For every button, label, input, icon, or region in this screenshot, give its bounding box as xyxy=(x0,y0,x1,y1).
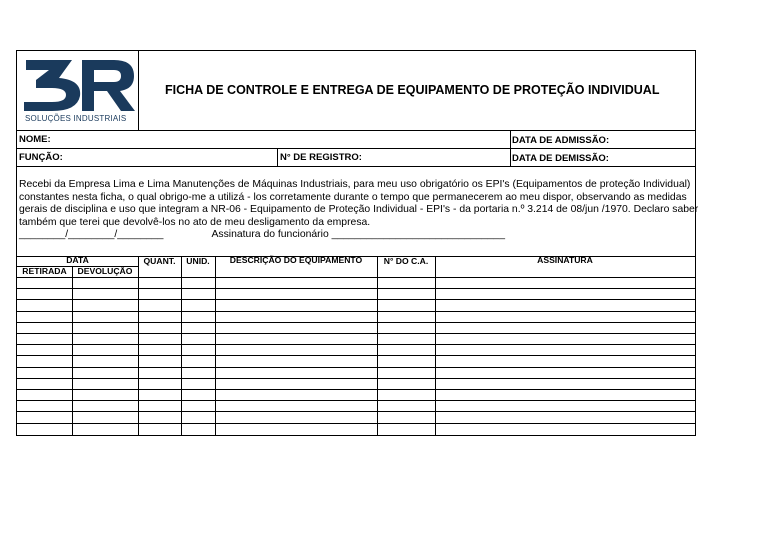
declaration-line: Recebi da Empresa Lima e Lima Manutenções de Máquinas Industriais, para meu uso obrigatório os EPI's (Equipamentos de proteção Individual) xyxy=(19,179,691,190)
logo-3r-mark xyxy=(22,58,136,112)
admission-date-label: DATA DE ADMISSÃO: xyxy=(512,135,610,146)
dismissal-date-label: DATA DE DEMISSÃO: xyxy=(512,153,609,164)
table-column-divider xyxy=(72,266,73,435)
table-row[interactable] xyxy=(17,299,695,300)
col-header-ca-number: N° DO C.A. xyxy=(383,256,429,266)
table-column-divider xyxy=(181,256,182,435)
table-row[interactable] xyxy=(17,400,695,401)
col-header-return: DEVOLUÇÃO xyxy=(77,266,133,276)
table-column-divider xyxy=(435,256,436,435)
company-logo xyxy=(22,58,136,128)
registration-number-label: N° DE REGISTRO: xyxy=(280,152,362,163)
date-blank-line: ________/________/________ xyxy=(19,229,164,241)
logo-tagline: SOLUÇÕES INDUSTRIAIS xyxy=(25,114,127,123)
table-row[interactable] xyxy=(17,333,695,334)
table-column-divider xyxy=(138,256,139,435)
signature-line-row xyxy=(19,229,698,242)
col-header-date: DATA xyxy=(66,255,89,265)
table-row[interactable] xyxy=(17,355,695,356)
declaration-line: gerais de disciplina e uso que integram a NR-06 - Equipamento de Proteção Individual - EPI's - da portaria n.º 3.214 de 08/jun /1970. Declaro saber xyxy=(19,204,699,216)
col-header-quantity: QUANT. xyxy=(143,256,176,266)
epi-control-form xyxy=(16,50,699,436)
table-row[interactable] xyxy=(17,277,695,278)
col-header-unit: UNID. xyxy=(186,256,210,266)
col-header-description: DESCRIÇÃO DO EQUIPAMENTO xyxy=(229,255,363,265)
table-row[interactable] xyxy=(17,411,695,412)
role-field-label: FUNÇÃO: xyxy=(19,152,63,163)
table-row[interactable] xyxy=(17,288,695,289)
table-row[interactable] xyxy=(17,378,695,379)
table-row[interactable] xyxy=(17,389,695,390)
col-header-signature: ASSINATURA xyxy=(537,255,593,265)
declaration-line: constantes nesta ficha, o qual obrigo-me a utilizá - los corretamente durante o tempo que permanecerem ao meu dispor, observando as medidas xyxy=(19,191,687,203)
table-row[interactable] xyxy=(17,367,695,368)
table-column-divider xyxy=(215,256,216,435)
declaration-line: também que terei que devolvê-los no ato de meu desligamento da empresa. xyxy=(19,216,371,228)
form-title: FICHA DE CONTROLE E ENTREGA DE EQUIPAMENTO DE PROTEÇÃO INDIVIDUAL xyxy=(165,83,660,97)
employee-signature-line: Assinatura do funcionário ______________________________ xyxy=(211,229,505,241)
table-row[interactable] xyxy=(17,311,695,312)
table-column-divider xyxy=(377,256,378,435)
table-row[interactable] xyxy=(17,344,695,345)
declaration-text xyxy=(19,179,698,242)
table-row[interactable] xyxy=(17,322,695,323)
col-header-withdrawal: RETIRADA xyxy=(22,266,67,276)
table-row[interactable] xyxy=(17,423,695,424)
name-field-label: NOME: xyxy=(19,134,51,145)
